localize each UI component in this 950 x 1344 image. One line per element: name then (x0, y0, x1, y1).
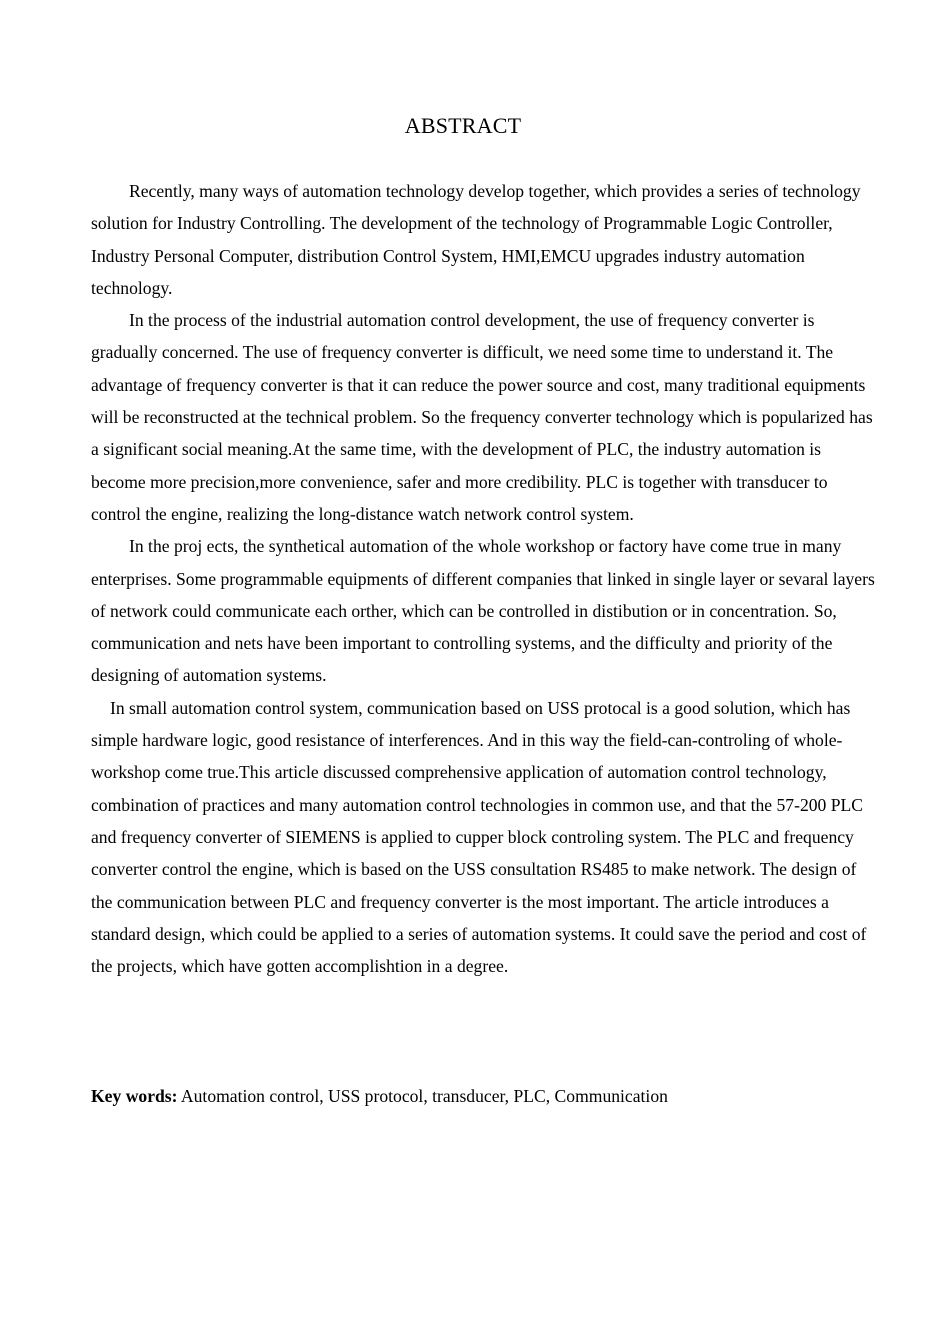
abstract-paragraph-3: In the proj ects, the synthetical automation of the whole workshop or factory have come true in many enterprises. Some programmable equipments of different companies that linked in single layer or sevaral layers of network could communicate each orther, which can be controlled in distibution or in concentration. So, communication and nets have been important to controlling systems, and the difficulty and priority of the designing of automation systems. (91, 536, 875, 686)
keywords-text: Automation control, USS protocol, transducer, PLC, Communication (177, 1086, 668, 1106)
abstract-paragraph-2: In the process of the industrial automation control development, the use of frequency converter is gradually concerned. The use of frequency converter is difficult, we need some time to understand it. The advantage of frequency converter is that it can reduce the power source and cost, many traditional equipments will be reconstructed at the technical problem. So the frequency converter technology which is popularized has a significant social meaning.At the same time, with the development of PLC, the industry automation is become more precision,more convenience, safer and more credibility. PLC is together with transducer to control the engine, realizing the long-distance watch network control system. (91, 310, 873, 524)
keywords-line (91, 1080, 891, 1112)
abstract-body (91, 175, 875, 982)
abstract-paragraph-1: Recently, many ways of automation technology develop together, which provides a series of technology solution for Industry Controlling. The development of the technology of Programmable Logic Controller, Industry Personal Computer, distribution Control System, HMI,EMCU upgrades industry automation technology. (91, 181, 861, 298)
abstract-paragraph-4: In small automation control system, communication based on USS protocal is a good solution, which has simple hardware logic, good resistance of interferences. And in this way the field-can-controling of whole-workshop come true.This article discussed comprehensive application of automation control technology, combination of practices and many automation control technologies in common use, and that the 57-200 PLC and frequency converter of SIEMENS is applied to cupper block controling system. The PLC and frequency converter control the engine, which is based on the USS consultation RS485 to make network. The design of the communication between PLC and frequency converter is the most important. The article introduces a standard design, which could be applied to a series of automation systems. It could save the period and cost of the projects, which have gotten accomplishtion in a degree. (91, 697, 867, 977)
keywords-label: Key words: (91, 1086, 178, 1106)
abstract-title: ABSTRACT (404, 113, 522, 138)
